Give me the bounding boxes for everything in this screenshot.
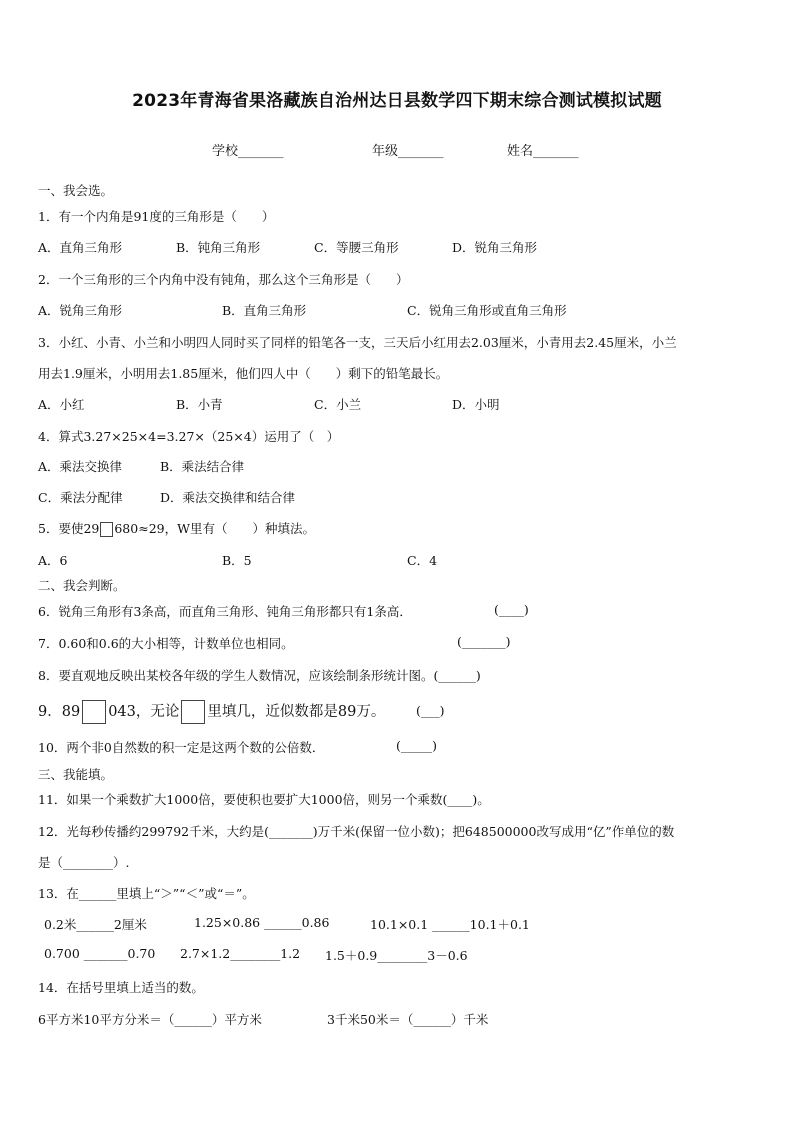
q13-item-3: 10.1×0.1 ______10.1＋0.1 (370, 917, 530, 932)
q13-item-1: 0.2米______2厘米 (44, 917, 147, 932)
q4-option-a: A．乘法交换律 (38, 459, 123, 474)
q2-option-a: A．锐角三角形 (38, 303, 123, 318)
question-9 (38, 700, 385, 724)
section-heading-1: 一、我会选。 (38, 183, 114, 198)
q4-option-c: C．乘法分配律 (38, 490, 123, 505)
q1-option-a: A．直角三角形 (38, 240, 123, 255)
digit-box (181, 700, 205, 724)
q14-item-1: 6平方米10平方分米＝（______）平方米 (38, 1012, 262, 1027)
q3-option-d: D．小明 (452, 397, 500, 412)
q9-text-1: 9．89 (38, 704, 81, 720)
q13-item-4: 0.700 _______0.70 (44, 946, 156, 961)
digit-box (82, 700, 106, 724)
section-heading-3: 三、我能填。 (38, 767, 114, 782)
question-3-line-1: 3．小红、小青、小兰和小明四人同时买了同样的铅笔各一支，三天后小红用去2.03厘米，小青用去2.45厘米，小兰 (38, 335, 677, 350)
question-13: 13．在______里填上“＞”“＜”或“＝”。 (38, 886, 255, 901)
question-11: 11．如果一个乘数扩大1000倍，要使积也要扩大1000倍，则另一个乘数(____)。 (38, 792, 490, 807)
q9-text-3: 里填几，近似数都是89万。 (207, 704, 386, 720)
q13-item-2: 1.25×0.86 ______0.86 (194, 915, 330, 930)
question-6: 6．锐角三角形有3条高，而直角三角形、钝角三角形都只有1条高． (38, 604, 412, 619)
question-12-line-2: 是（________）. (38, 855, 130, 870)
digit-box (100, 522, 113, 537)
section-heading-2: 二、我会判断。 (38, 578, 126, 593)
q1-option-b: B．钝角三角形 (176, 240, 261, 255)
q4-option-b: B．乘法结合律 (160, 459, 245, 474)
q1-option-c: C．等腰三角形 (314, 240, 399, 255)
question-3-line-2: 用去1.9厘米，小明用去1.85厘米，他们四人中（ ）剩下的铅笔最长。 (38, 366, 449, 381)
question-10: 10．两个非0自然数的积一定是这两个数的公倍数． (38, 740, 325, 755)
q3-option-c: C．小兰 (314, 397, 362, 412)
q5-option-c: C．4 (407, 553, 438, 568)
question-7: 7．0.60和0.6的大小相等，计数单位也相同。 (38, 636, 294, 651)
grade-field: 年级_______ (372, 144, 444, 159)
page-title: 2023年青海省果洛藏族自治州达日县数学四下期末综合测试模拟试题 (132, 91, 662, 111)
q4-option-d: D．乘法交换律和结合律 (160, 490, 296, 505)
q1-option-d: D．锐角三角形 (452, 240, 538, 255)
q9-text-2: 043，无论 (108, 704, 180, 720)
question-1: 1．有一个内角是91度的三角形是（ ） (38, 209, 275, 224)
q2-option-c: C．锐角三角形或直角三角形 (407, 303, 567, 318)
q7-answer-blank: (_______) (457, 634, 511, 649)
q5-text-after: 680≈29，W里有（ ）种填法。 (114, 521, 315, 536)
school-field: 学校_______ (212, 144, 284, 159)
q9-answer-blank: (___) (416, 703, 445, 718)
q14-item-2: 3千米50米＝（______）千米 (327, 1012, 489, 1027)
q5-text-before: 5．要使29 (38, 521, 100, 536)
q5-option-b: B．5 (222, 553, 252, 568)
q3-option-b: B．小青 (176, 397, 223, 412)
q10-answer-blank: (_____) (396, 738, 438, 753)
q3-option-a: A．小红 (38, 397, 85, 412)
question-2: 2．一个三角形的三个内角中没有钝角，那么这个三角形是（ ） (38, 272, 409, 287)
question-12-line-1: 12．光每秒传播约299792千米，大约是(_______)万千米(保留一位小数)；把648500000改写成用“亿”作单位的数 (38, 824, 675, 839)
question-4: 4．算式3.27×25×4=3.27×（25×4）运用了（ ） (38, 429, 340, 444)
q5-option-a: A．6 (38, 553, 68, 568)
q2-option-b: B．直角三角形 (222, 303, 307, 318)
q6-answer-blank: (____) (494, 602, 529, 617)
question-8: 8．要直观地反映出某校各年级的学生人数情况，应该绘制条形统计图。(______) (38, 668, 481, 683)
q13-item-5: 2.7×1.2________1.2 (180, 946, 301, 961)
name-field: 姓名_______ (507, 144, 579, 159)
question-14: 14．在括号里填上适当的数。 (38, 980, 204, 995)
q13-item-6: 1.5＋0.9________3－0.6 (325, 948, 468, 963)
question-5 (38, 519, 315, 537)
